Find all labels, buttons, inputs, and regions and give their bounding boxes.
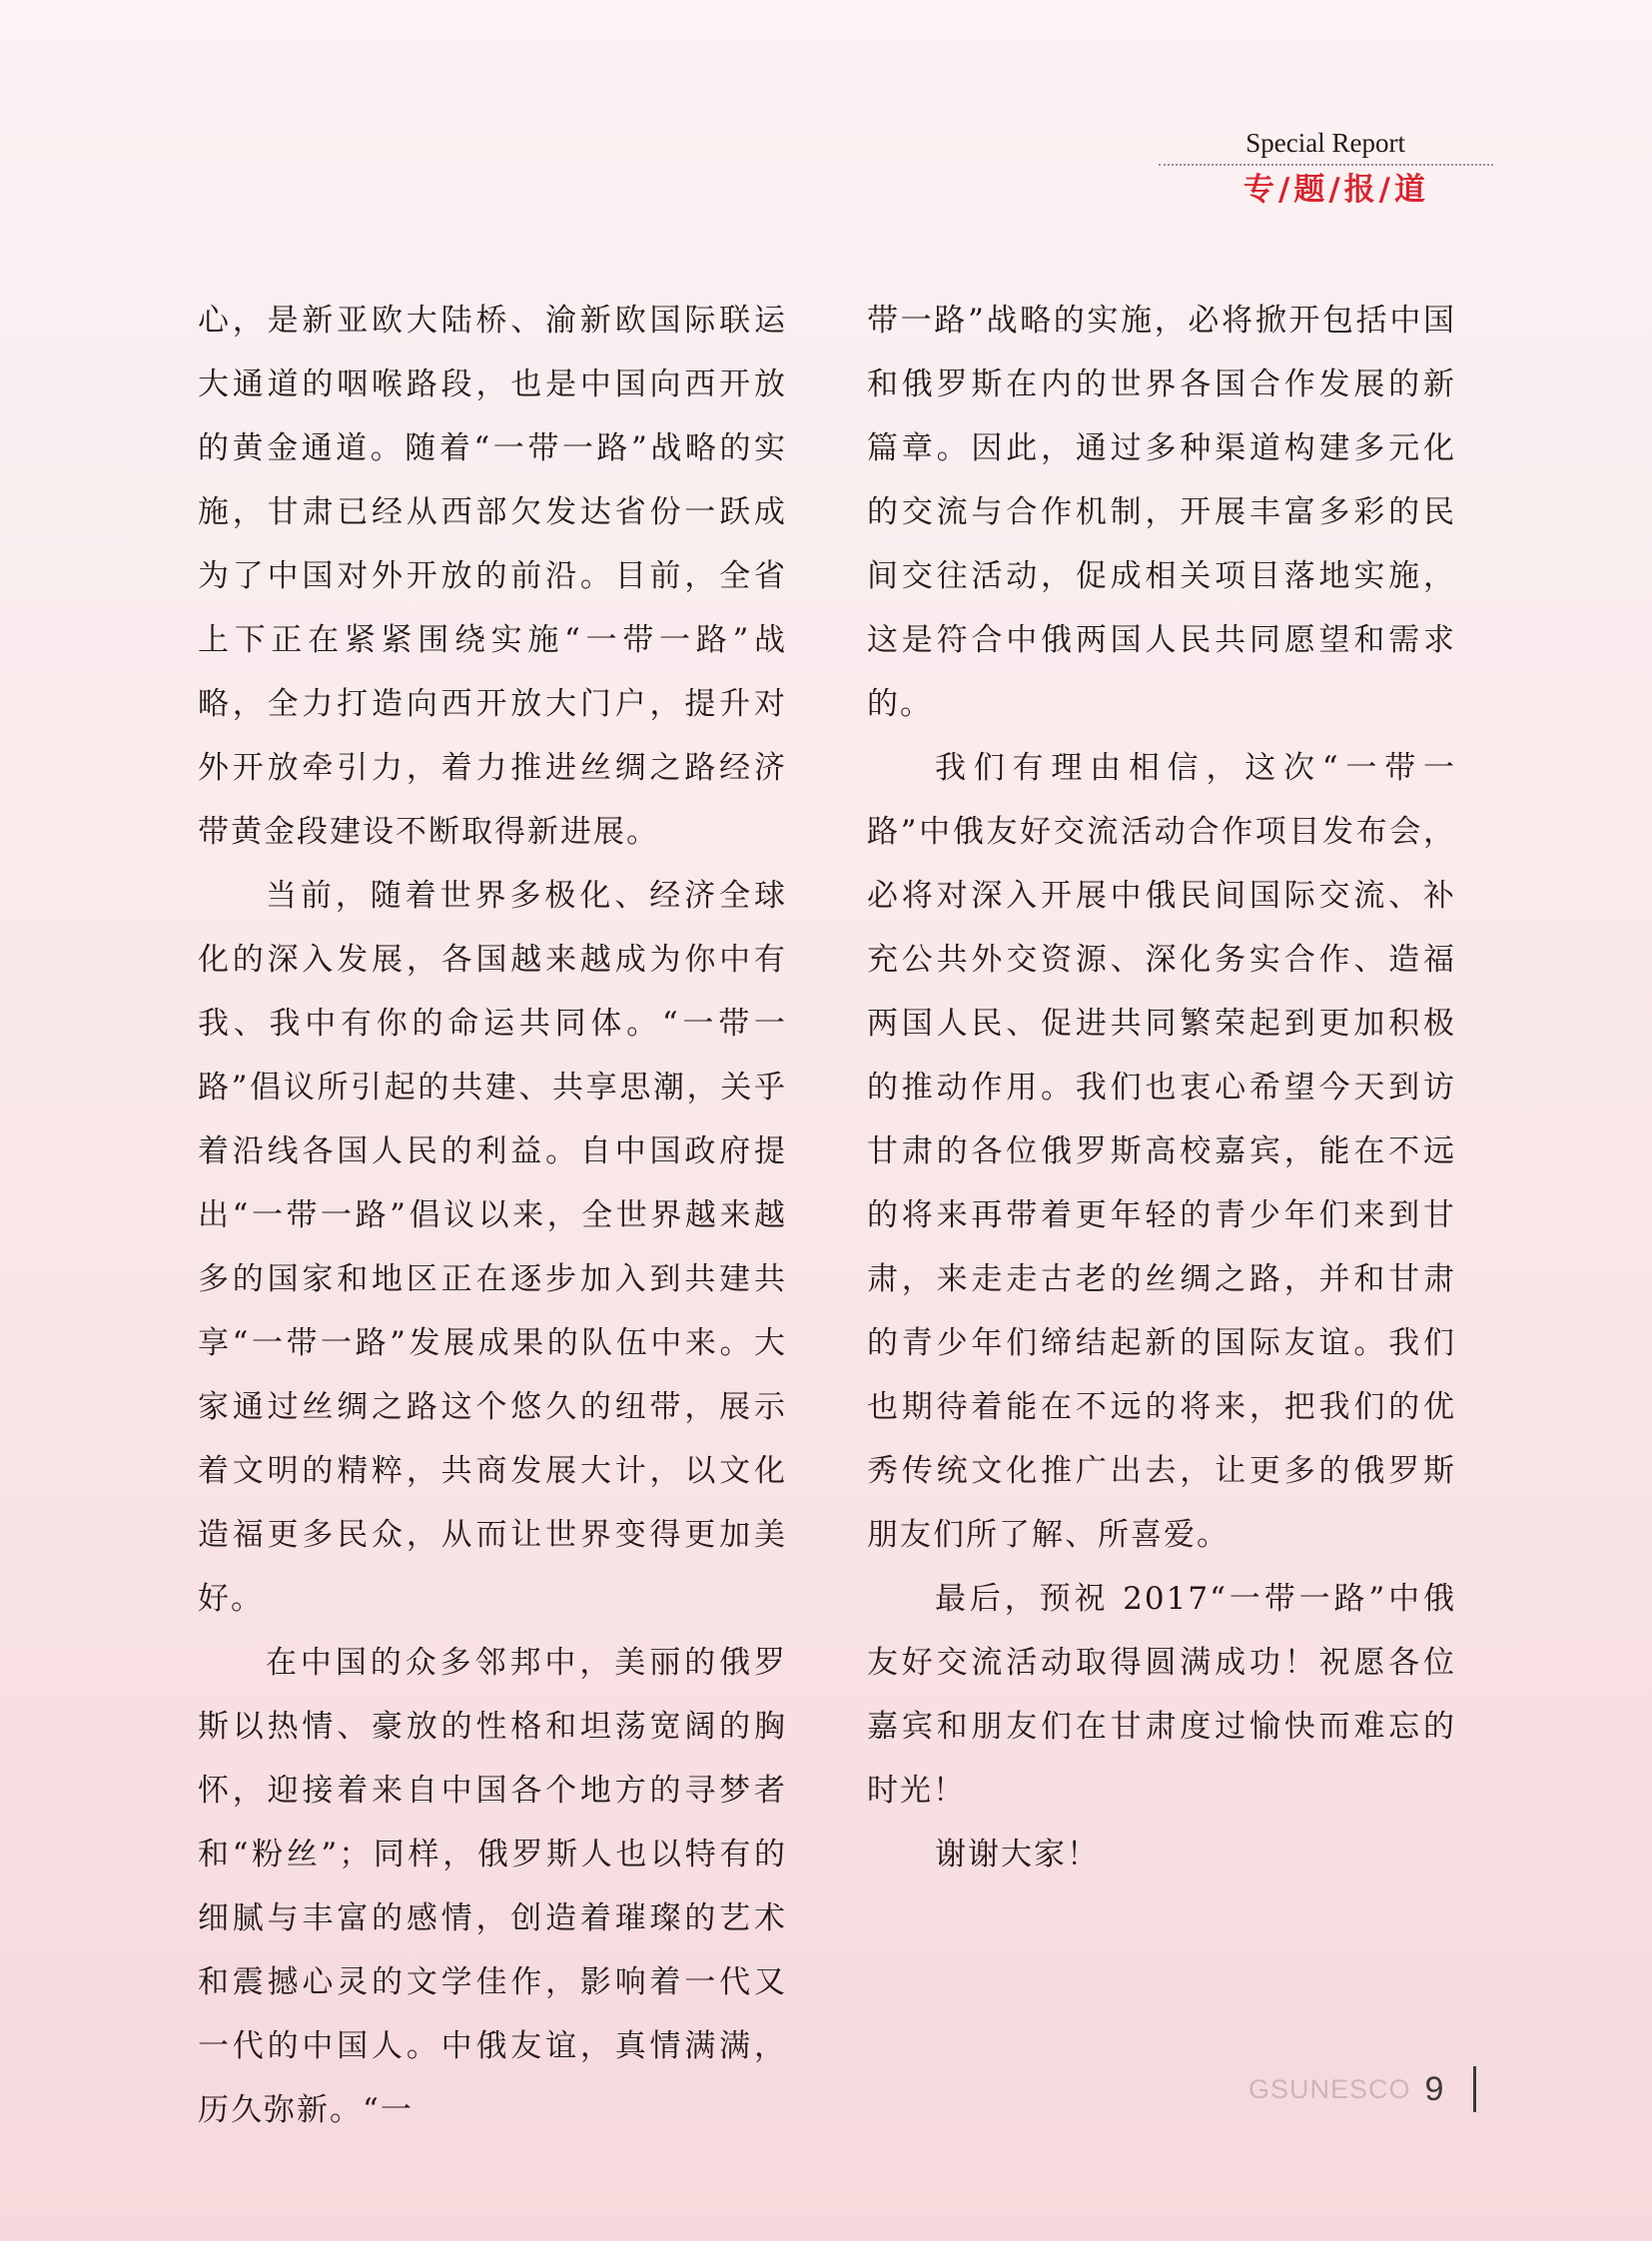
paragraph: 谢谢大家！ [935, 1837, 1100, 1872]
right-column [867, 289, 1456, 1886]
footer-divider [1473, 2066, 1476, 2112]
footer-brand: GSUNESCO [1248, 2073, 1411, 2104]
left-column [198, 289, 787, 2142]
paragraph: 带一路”战略的实施，必将掀开包括中国和俄罗斯在内的世界各国合作发展的新篇章。因此，通过多种渠道构建多元化的交流与合作机制，开展丰富多彩的民间交往活动，促成相关项目落地实施，这是符合中俄两国人民共同愿望和需求的。 [867, 303, 1456, 722]
paragraph: 当前，随着世界多极化、经济全球化的深入发展，各国越来越成为你中有我、我中有你的命运共同体。“一带一路”倡议所引起的共建、共享思潮，关乎着沿线各国人民的利益。自中国政府提出“一带一路”倡议以来，全世界越来越多的国家和地区正在逐步加入到共建共享“一带一路”发展成果的队伍中来。大家通过丝绸之路这个悠久的纽带，展示着文明的精粹，共商发展大计，以文化造福更多民众，从而让世界变得更加美好。 [198, 878, 787, 1617]
paragraph: 在中国的众多邻邦中，美丽的俄罗斯以热情、豪放的性格和坦荡宽阔的胸怀，迎接着来自中国各个地方的寻梦者和“粉丝”；同样，俄罗斯人也以特有的细腻与丰富的感情，创造着璀璨的艺术和震撼心灵的文学佳作，影响着一代又一代的中国人。中俄友谊，真情满满，历久弥新。“一 [198, 1645, 787, 2128]
page-number: 9 [1424, 2069, 1444, 2108]
section-title-zh: 专/题/报/道 [1243, 172, 1429, 208]
page-footer [1248, 2063, 1476, 2115]
paragraph: 最后，预祝 2017“一带一路”中俄友好交流活动取得圆满成功！祝愿各位嘉宾和朋友们在甘肃度过愉快而难忘的时光！ [867, 1581, 1456, 1809]
paragraph: 心，是新亚欧大陆桥、渝新欧国际联运大通道的咽喉路段，也是中国向西开放的黄金通道。随着“一带一路”战略的实施，甘肃已经从西部欠发达省份一跃成为了中国对外开放的前沿。目前，全省上下正在紧紧围绕实施“一带一路”战略，全力打造向西开放大门户，提升对外开放牵引力，着力推进丝绸之路经济带黄金段建设不断取得新进展。 [198, 303, 787, 850]
paragraph: 我们有理由相信，这次“一带一路”中俄友好交流活动合作项目发布会，必将对深入开展中俄民间国际交流、补充公共外交资源、深化务实合作、造福两国人民、促进共同繁荣起到更加积极的推动作用。我们也衷心希望今天到访甘肃的各位俄罗斯高校嘉宾，能在不远的将来再带着更年轻的青少年们来到甘肃，来走走古老的丝绸之路，并和甘肃的青少年们缔结起新的国际友谊。我们也期待着能在不远的将来，把我们的优秀传统文化推广出去，让更多的俄罗斯朋友们所了解、所喜爱。 [867, 750, 1456, 1553]
section-header [1159, 128, 1493, 210]
header-divider [1159, 164, 1493, 166]
section-title-en: Special Report [1245, 128, 1405, 158]
